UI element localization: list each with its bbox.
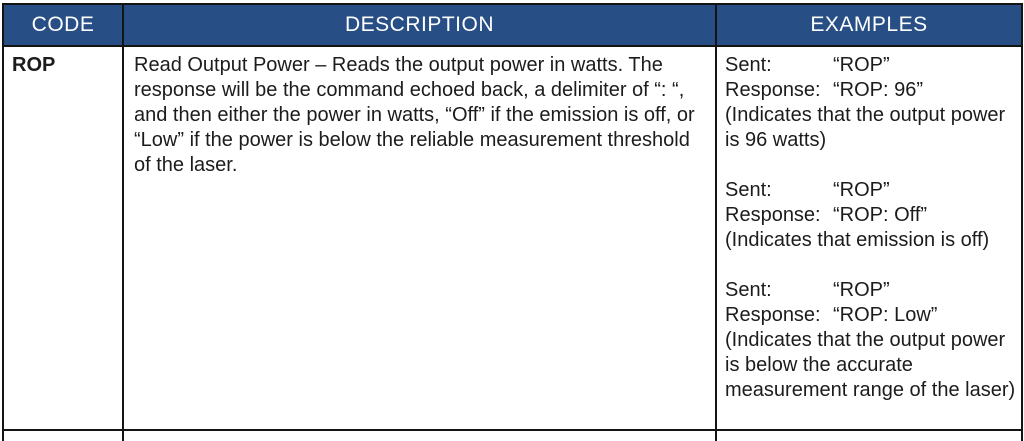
example-note: (Indicates that the output power is below the accurate measurement range of the laser) [725, 329, 1016, 401]
sent-value: “ROP” [833, 179, 890, 201]
sent-value: “ROP” [833, 279, 890, 301]
sent-line [725, 278, 1017, 303]
sent-value: “ROP” [833, 54, 890, 76]
sent-line [725, 53, 1017, 78]
example-block [725, 53, 1017, 153]
example-note: (Indicates that emission is off) [725, 229, 990, 251]
examples-cell [716, 46, 1022, 430]
header-code: CODE [3, 4, 123, 46]
example-note: (Indicates that the output power is 96 watts) [725, 104, 1006, 151]
response-label: Response: [725, 79, 821, 101]
next-table-row-partial [3, 430, 1022, 441]
description-cell: Read Output Power – Reads the output power in watts. The response will be the command echoed back, a delimiter of “: “, and then either the power in watts, “Off” if the emission is off, or “Low” if the power is below the reliable measurement threshold of the laser. [123, 46, 716, 430]
response-line [725, 303, 1017, 328]
response-value: “ROP: 96” [833, 79, 924, 101]
header-description: DESCRIPTION [123, 4, 716, 46]
response-value: “ROP: Off” [833, 204, 928, 226]
table-header-row [3, 4, 1022, 46]
examples-cell [716, 430, 1022, 441]
response-line [725, 203, 1017, 228]
sent-label: Sent: [725, 54, 772, 76]
code-cell: ROP [3, 46, 123, 430]
response-label: Response: [725, 304, 821, 326]
code-cell [3, 430, 123, 441]
sent-label: Sent: [725, 279, 772, 301]
sent-line [725, 178, 1017, 203]
response-value: “ROP: Low” [833, 304, 938, 326]
example-block [725, 178, 1017, 253]
sent-label: Sent: [725, 179, 772, 201]
description-cell [123, 430, 716, 441]
table-row-rop [3, 46, 1022, 430]
response-line [725, 78, 1017, 103]
command-table [2, 3, 1023, 441]
example-block [725, 278, 1017, 403]
header-examples: EXAMPLES [716, 4, 1022, 46]
response-label: Response: [725, 204, 821, 226]
